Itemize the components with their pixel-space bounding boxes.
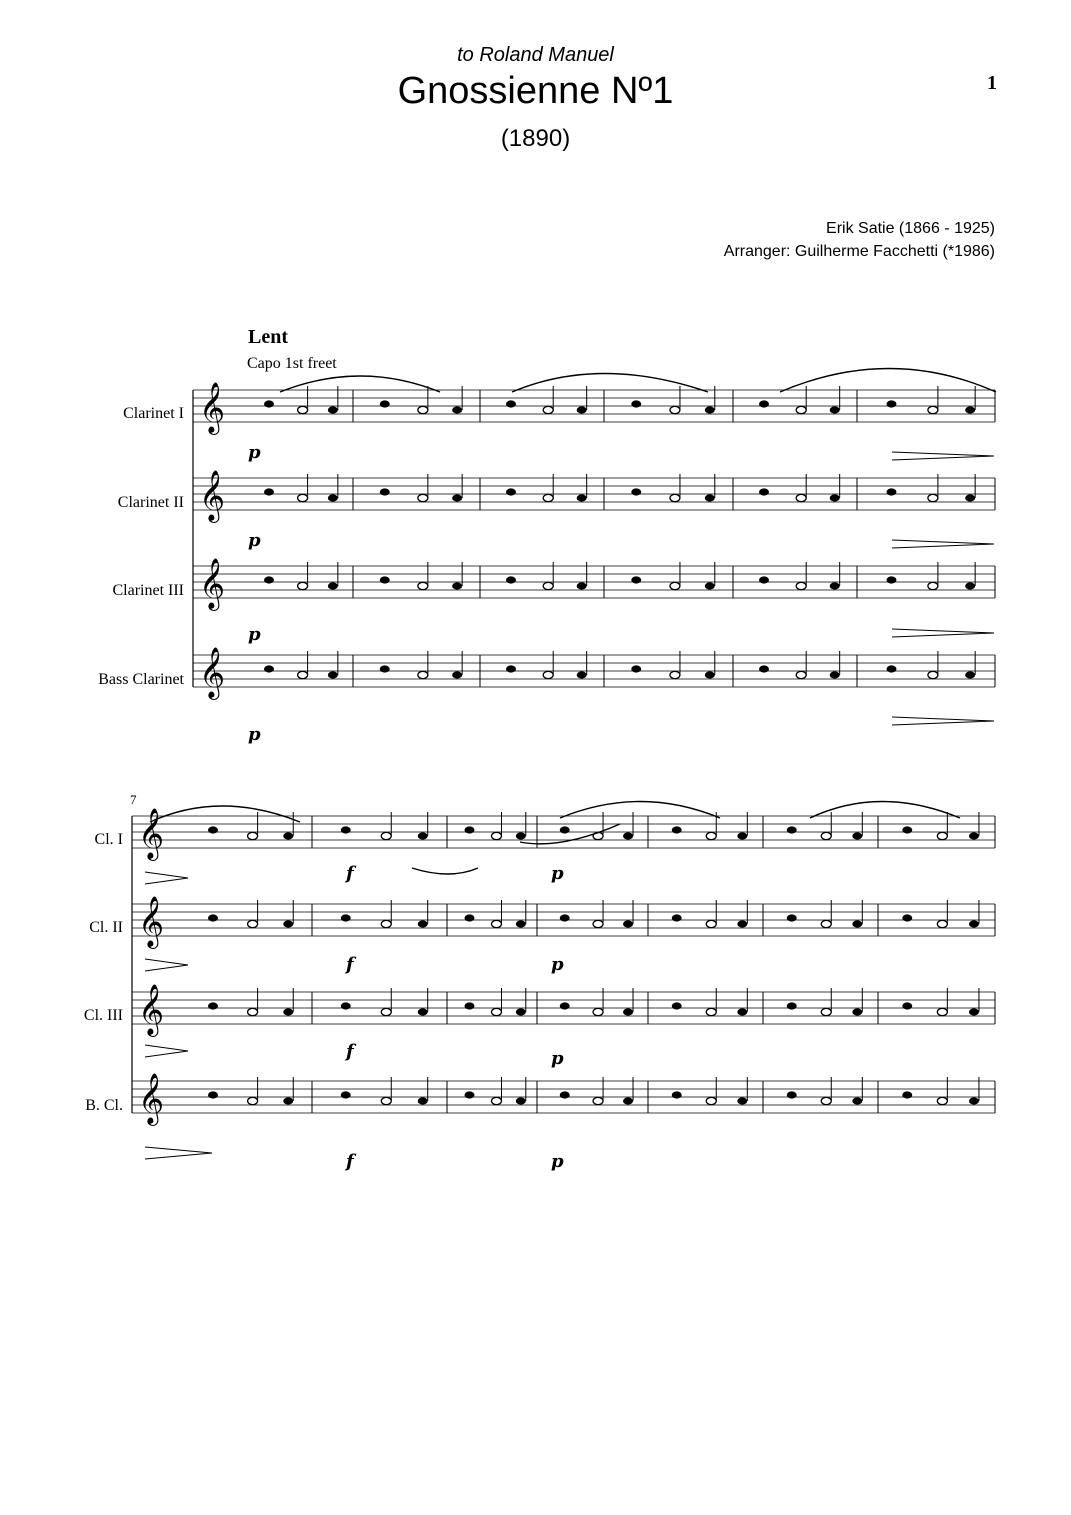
note-head — [887, 576, 897, 583]
note-head — [969, 1097, 979, 1104]
note-head — [902, 914, 912, 921]
note-head — [208, 914, 218, 921]
note-head — [759, 400, 769, 407]
note-head — [705, 671, 715, 678]
note-head — [328, 406, 338, 413]
note-head — [328, 582, 338, 589]
dedication: to Roland Manuel — [457, 44, 614, 66]
instrument-label-cl-2: Cl. II — [89, 919, 123, 936]
note-head — [248, 832, 258, 839]
note-head — [341, 1002, 351, 1009]
note-head — [543, 582, 553, 589]
note-head — [706, 920, 716, 927]
instrument-label-clarinet-1: Clarinet I — [123, 405, 184, 422]
note-head — [560, 1002, 570, 1009]
note-head — [418, 920, 428, 927]
note-head — [737, 832, 747, 839]
note-head — [264, 665, 274, 672]
dynamic-piano: p — [551, 1151, 564, 1172]
note-head — [328, 671, 338, 678]
note-head — [560, 826, 570, 833]
note-head — [560, 914, 570, 921]
note-head — [492, 1008, 502, 1015]
note-head — [852, 1097, 862, 1104]
note-head — [969, 832, 979, 839]
treble-clef-icon: 𝄞 — [199, 470, 226, 521]
note-head — [787, 826, 797, 833]
note-head — [965, 406, 975, 413]
note-head — [341, 914, 351, 921]
note-head — [821, 920, 831, 927]
note-head — [887, 400, 897, 407]
note-head — [516, 1008, 526, 1015]
note-head — [593, 920, 603, 927]
note-head — [796, 494, 806, 501]
note-head — [821, 832, 831, 839]
note-head — [452, 406, 462, 413]
dynamic-piano: p — [248, 530, 261, 551]
note-head — [705, 582, 715, 589]
note-head — [543, 494, 553, 501]
dynamic-piano: p — [248, 724, 261, 745]
instrument-label-cl-3: Cl. III — [83, 1007, 123, 1024]
dynamic-piano: p — [551, 1048, 564, 1069]
note-head — [670, 582, 680, 589]
note-head — [208, 1002, 218, 1009]
note-head — [208, 826, 218, 833]
dynamic-piano: p — [248, 624, 261, 645]
note-head — [298, 582, 308, 589]
note-head — [821, 1008, 831, 1015]
note-head — [381, 1008, 391, 1015]
note-head — [737, 1097, 747, 1104]
treble-clef-icon: 𝄞 — [138, 984, 165, 1035]
note-head — [670, 406, 680, 413]
note-head — [283, 832, 293, 839]
note-head — [928, 406, 938, 413]
note-head — [577, 671, 587, 678]
note-head — [623, 1008, 633, 1015]
note-head — [264, 488, 274, 495]
note-head — [965, 582, 975, 589]
note-head — [852, 920, 862, 927]
note-head — [670, 671, 680, 678]
note-head — [516, 1097, 526, 1104]
note-head — [452, 494, 462, 501]
note-head — [672, 826, 682, 833]
note-head — [902, 1002, 912, 1009]
note-head — [787, 1002, 797, 1009]
note-head — [593, 1097, 603, 1104]
note-head — [796, 406, 806, 413]
note-head — [672, 1002, 682, 1009]
instrument-label-cl-1: Cl. I — [94, 831, 123, 848]
composer-credit: Erik Satie (1866 - 1925) — [826, 220, 995, 237]
note-head — [418, 1008, 428, 1015]
note-head — [672, 1091, 682, 1098]
tempo-marking: Lent — [248, 326, 288, 348]
instrument-label-clarinet-2: Clarinet II — [117, 494, 184, 511]
note-head — [328, 494, 338, 501]
note-head — [506, 576, 516, 583]
treble-clef-icon: 𝄞 — [138, 896, 165, 947]
note-head — [887, 665, 897, 672]
note-head — [737, 1008, 747, 1015]
note-head — [418, 832, 428, 839]
arranger-credit: Arranger: Guilherme Facchetti (*1986) — [723, 243, 995, 260]
note-head — [737, 920, 747, 927]
note-head — [465, 1002, 475, 1009]
phrase-slurs — [150, 369, 996, 875]
dynamic-forte: f — [346, 954, 354, 975]
note-head — [380, 576, 390, 583]
note-head — [465, 914, 475, 921]
note-head — [465, 1091, 475, 1098]
note-head — [577, 582, 587, 589]
note-head — [705, 406, 715, 413]
treble-clef-icon: 𝄞 — [138, 1073, 165, 1124]
dynamic-forte: f — [346, 1041, 354, 1062]
note-head — [759, 665, 769, 672]
measure-number: 7 — [130, 792, 137, 807]
treble-clef-icon: 𝄞 — [199, 647, 226, 698]
dynamic-piano: p — [551, 954, 564, 975]
note-head — [902, 826, 912, 833]
note-head — [248, 1008, 258, 1015]
note-head — [418, 406, 428, 413]
note-head — [341, 1091, 351, 1098]
note-head — [381, 920, 391, 927]
dynamic-piano: p — [248, 442, 261, 463]
decrescendo-hairpins — [145, 452, 994, 1159]
note-head — [380, 400, 390, 407]
note-head — [937, 832, 947, 839]
dynamic-forte: f — [346, 863, 354, 884]
note-head — [928, 671, 938, 678]
note-head — [283, 920, 293, 927]
note-head — [796, 671, 806, 678]
dynamic-piano: p — [551, 863, 564, 884]
note-head — [248, 920, 258, 927]
note-head — [706, 1097, 716, 1104]
note-head — [543, 406, 553, 413]
note-head — [418, 671, 428, 678]
note-head — [516, 920, 526, 927]
dynamic-forte: f — [346, 1151, 354, 1172]
note-head — [902, 1091, 912, 1098]
note-head — [969, 1008, 979, 1015]
note-head — [341, 826, 351, 833]
instrument-label-bass-clarinet: Bass Clarinet — [98, 671, 184, 688]
note-head — [506, 665, 516, 672]
note-head — [452, 582, 462, 589]
score-subtitle: (1890) — [500, 125, 571, 152]
note-head — [706, 1008, 716, 1015]
note-head — [418, 582, 428, 589]
note-head — [787, 1091, 797, 1098]
note-head — [937, 920, 947, 927]
note-head — [672, 914, 682, 921]
note-head — [492, 1097, 502, 1104]
note-head — [516, 832, 526, 839]
note-head — [830, 671, 840, 678]
treble-clef-icon: 𝄞 — [199, 382, 226, 433]
page-number: 1 — [987, 72, 997, 94]
note-head — [418, 1097, 428, 1104]
note-head — [283, 1008, 293, 1015]
note-head — [381, 832, 391, 839]
note-head — [852, 832, 862, 839]
note-head — [631, 400, 641, 407]
note-head — [631, 665, 641, 672]
note-head — [264, 400, 274, 407]
note-head — [506, 488, 516, 495]
note-head — [796, 582, 806, 589]
note-head — [928, 582, 938, 589]
note-head — [577, 406, 587, 413]
note-head — [264, 576, 274, 583]
note-head — [492, 832, 502, 839]
system-1 — [193, 382, 995, 700]
note-head — [787, 914, 797, 921]
note-head — [937, 1097, 947, 1104]
note-head — [380, 488, 390, 495]
treble-clef-icon: 𝄞 — [199, 558, 226, 609]
note-head — [380, 665, 390, 672]
note-head — [298, 671, 308, 678]
note-head — [928, 494, 938, 501]
note-head — [298, 406, 308, 413]
note-head — [208, 1091, 218, 1098]
note-head — [577, 494, 587, 501]
note-head — [593, 1008, 603, 1015]
note-head — [887, 488, 897, 495]
note-head — [965, 494, 975, 501]
note-head — [759, 576, 769, 583]
note-head — [623, 832, 633, 839]
note-head — [830, 406, 840, 413]
note-head — [830, 494, 840, 501]
note-head — [706, 832, 716, 839]
note-head — [937, 1008, 947, 1015]
note-head — [705, 494, 715, 501]
note-head — [631, 576, 641, 583]
note-head — [969, 920, 979, 927]
note-head — [623, 1097, 633, 1104]
note-head — [852, 1008, 862, 1015]
performance-instruction: Capo 1st freet — [247, 355, 337, 372]
note-head — [543, 671, 553, 678]
note-head — [381, 1097, 391, 1104]
note-head — [631, 488, 641, 495]
note-head — [830, 582, 840, 589]
note-head — [965, 671, 975, 678]
note-head — [465, 826, 475, 833]
note-head — [418, 494, 428, 501]
note-head — [759, 488, 769, 495]
note-head — [283, 1097, 293, 1104]
note-head — [560, 1091, 570, 1098]
note-head — [492, 920, 502, 927]
treble-clef-icon: 𝄞 — [138, 808, 165, 859]
note-head — [623, 920, 633, 927]
note-head — [821, 1097, 831, 1104]
note-head — [452, 671, 462, 678]
instrument-label-clarinet-3: Clarinet III — [112, 582, 184, 599]
note-head — [670, 494, 680, 501]
note-head — [298, 494, 308, 501]
instrument-label-b-cl: B. Cl. — [85, 1097, 123, 1114]
note-head — [248, 1097, 258, 1104]
score-title: Gnossienne Nº1 — [397, 70, 674, 112]
note-head — [506, 400, 516, 407]
